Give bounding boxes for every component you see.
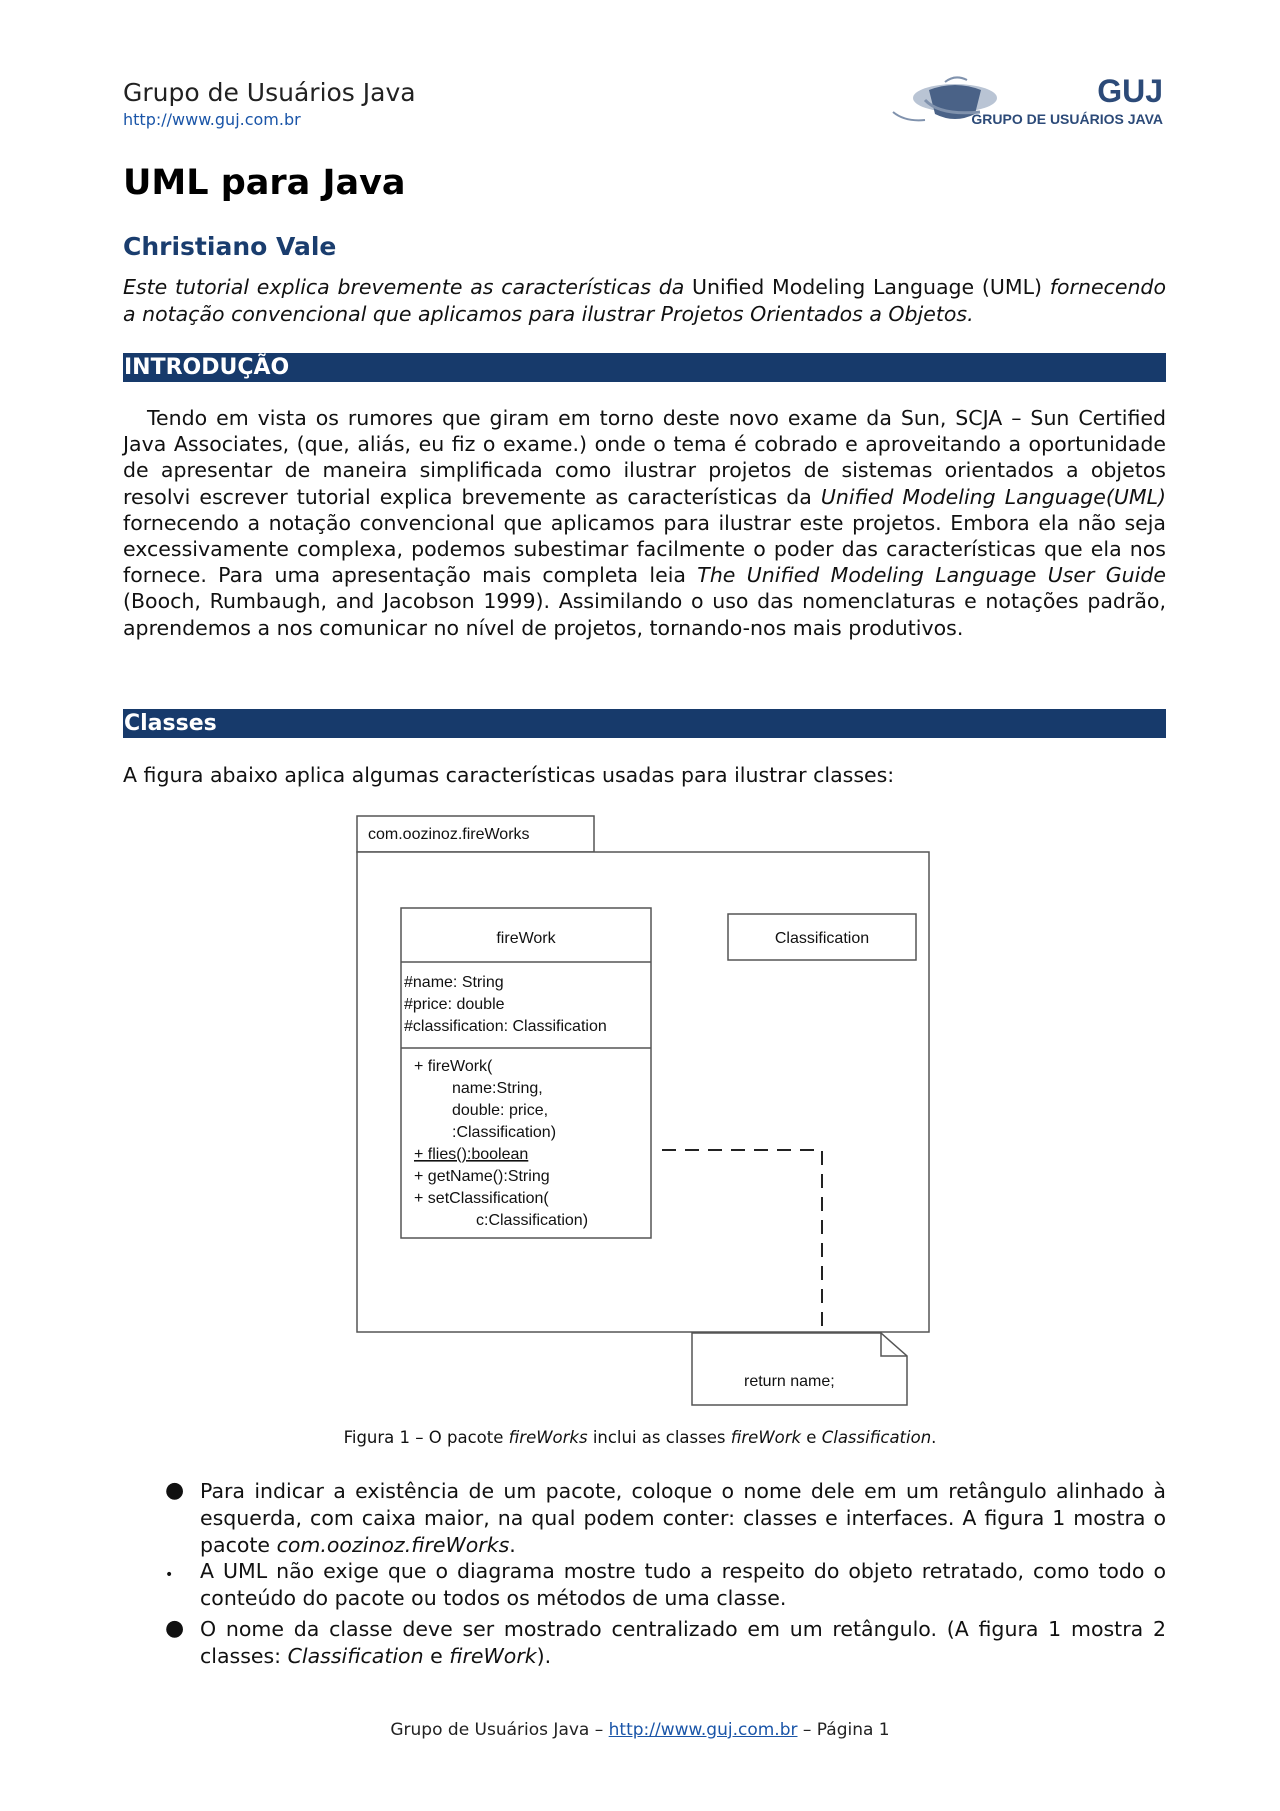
op-constructor-param2: double: price,	[452, 1102, 549, 1119]
bullet-1-end: .	[509, 1532, 516, 1557]
attr-name: #name: String	[404, 974, 504, 991]
class-firework	[401, 908, 651, 1238]
logo-text: GUJ	[1097, 73, 1163, 109]
list-item	[123, 1478, 1166, 1558]
attr-classification: #classification: Classification	[404, 1018, 607, 1035]
footer-suffix: – Página 1	[797, 1720, 890, 1740]
abstract	[123, 274, 1166, 328]
footer-link[interactable]: http://www.guj.com.br	[608, 1720, 798, 1740]
intro-italic-1: Unified Modeling Language(UML)	[820, 484, 1167, 509]
bullet-3-italic-2: fireWork	[449, 1643, 537, 1668]
bullet-3-italic-1: Classification	[287, 1643, 424, 1668]
bullet-2-text: A UML não exige que o diagrama mostre tudo a respeito do objeto retratado, como todo o conteúdo do pacote ou todos os métodos de uma classe.	[200, 1559, 1166, 1611]
intro-text-2: fornecendo a notação convencional que aplicamos para ilustrar este projetos. Embora ela não seja excessivamente complexa, podemos subestimar facilmente o poder das características que ela nos fornece. Para uma apresentação mais completa leia	[123, 510, 1166, 588]
bullet-3-text: O nome da classe deve ser mostrado centralizado em um retângulo. (A figura 1 mostra 2 classes:	[200, 1616, 1166, 1668]
op-setclassification: + setClassification(	[414, 1190, 549, 1207]
site-url-link[interactable]: http://www.guj.com.br	[123, 110, 301, 129]
note	[692, 1333, 907, 1405]
op-constructor-param1: name:String,	[452, 1080, 543, 1097]
bullet-1-text: Para indicar a existência de um pacote, coloque o nome dele em um retângulo alinhado à esquerda, com caixa maior, na qual podem conter: classes e interfaces. A figura 1 mostra o pacote	[200, 1479, 1166, 1557]
intro-paragraph	[123, 405, 1166, 641]
section-heading-introducao: INTRODUÇÃO	[123, 353, 1166, 382]
list-item	[123, 1616, 1166, 1670]
attr-price: #price: double	[404, 996, 505, 1013]
intro-italic-2: The Unified Modeling Language User Guide	[697, 563, 1166, 588]
section-heading-classes: Classes	[123, 709, 1166, 738]
class-classification-name: Classification	[774, 930, 870, 947]
op-constructor: + fireWork(	[414, 1058, 493, 1075]
caption-package: fireWorks	[508, 1428, 588, 1447]
intro-text-3: (Booch, Rumbaugh, and Jacobson 1999). Assimilando o uso das nomenclaturas e notações padrão, aprendemos a nos comunicar no nível de projetos, tornando-nos mais produtivos.	[123, 589, 1166, 640]
caption-prefix: Figura 1 – O pacote	[343, 1428, 509, 1447]
caption-mid: inclui as classes	[587, 1428, 731, 1447]
op-flies: + flies():boolean	[414, 1146, 529, 1163]
abstract-italic-1: Este tutorial explica brevemente as características da	[123, 275, 685, 299]
document-title: UML para Java	[123, 163, 406, 203]
class-classification	[728, 914, 916, 960]
abstract-plain: Unified Modeling Language (UML)	[684, 275, 1050, 299]
abstract-italic-2: fornecendo a notação convencional que aplicamos para ilustrar Projetos Orientados a Objetos.	[123, 275, 1166, 326]
caption-class1: fireWork	[730, 1428, 802, 1447]
list-item	[123, 1558, 1166, 1612]
intro-text-1: Tendo em vista os rumores que giram em torno deste novo exame da Sun, SCJA – Sun Certified Java Associates, (que, aliás, eu fiz o exame.) onde o tema é cobrado e aproveitando a oportunidade de apresentar de maneira simplificada como ilustrar projetos de sistemas orientados a objetos resolvi escrever tutorial explica brevemente as características da	[123, 406, 1166, 509]
classes-intro: A figura abaixo aplica algumas características usadas para ilustrar classes:	[123, 763, 895, 787]
bullet-3-mid: e	[423, 1643, 450, 1668]
guj-logo	[885, 72, 1165, 134]
site-name: Grupo de Usuários Java	[123, 78, 416, 107]
bullet-3-end: ).	[536, 1643, 552, 1668]
op-getname: + getName():String	[414, 1168, 550, 1185]
caption-class2: Classification	[821, 1428, 932, 1447]
logo-subtitle: GRUPO DE USUÁRIOS JAVA	[971, 111, 1163, 127]
footer-prefix: Grupo de Usuários Java –	[390, 1720, 609, 1740]
caption-end: .	[931, 1428, 937, 1447]
bullet-list	[123, 1478, 1166, 1670]
op-constructor-param3: :Classification)	[452, 1124, 557, 1141]
bullet-dot: •	[165, 1567, 174, 1584]
package-name: com.oozinoz.fireWorks	[368, 826, 530, 843]
bullet-dot: ●	[165, 1478, 185, 1503]
author-name: Christiano Vale	[123, 232, 337, 261]
note-text: return name;	[744, 1373, 835, 1390]
uml-diagram	[350, 808, 930, 1408]
class-firework-name: fireWork	[496, 930, 556, 947]
caption-and: e	[801, 1428, 822, 1447]
op-setclassification-param: c:Classification)	[476, 1212, 589, 1229]
page-footer	[0, 1720, 1280, 1740]
bullet-dot: ●	[165, 1615, 185, 1641]
figure-caption	[0, 1428, 1280, 1447]
bullet-1-italic: com.oozinoz.fireWorks	[276, 1532, 510, 1557]
